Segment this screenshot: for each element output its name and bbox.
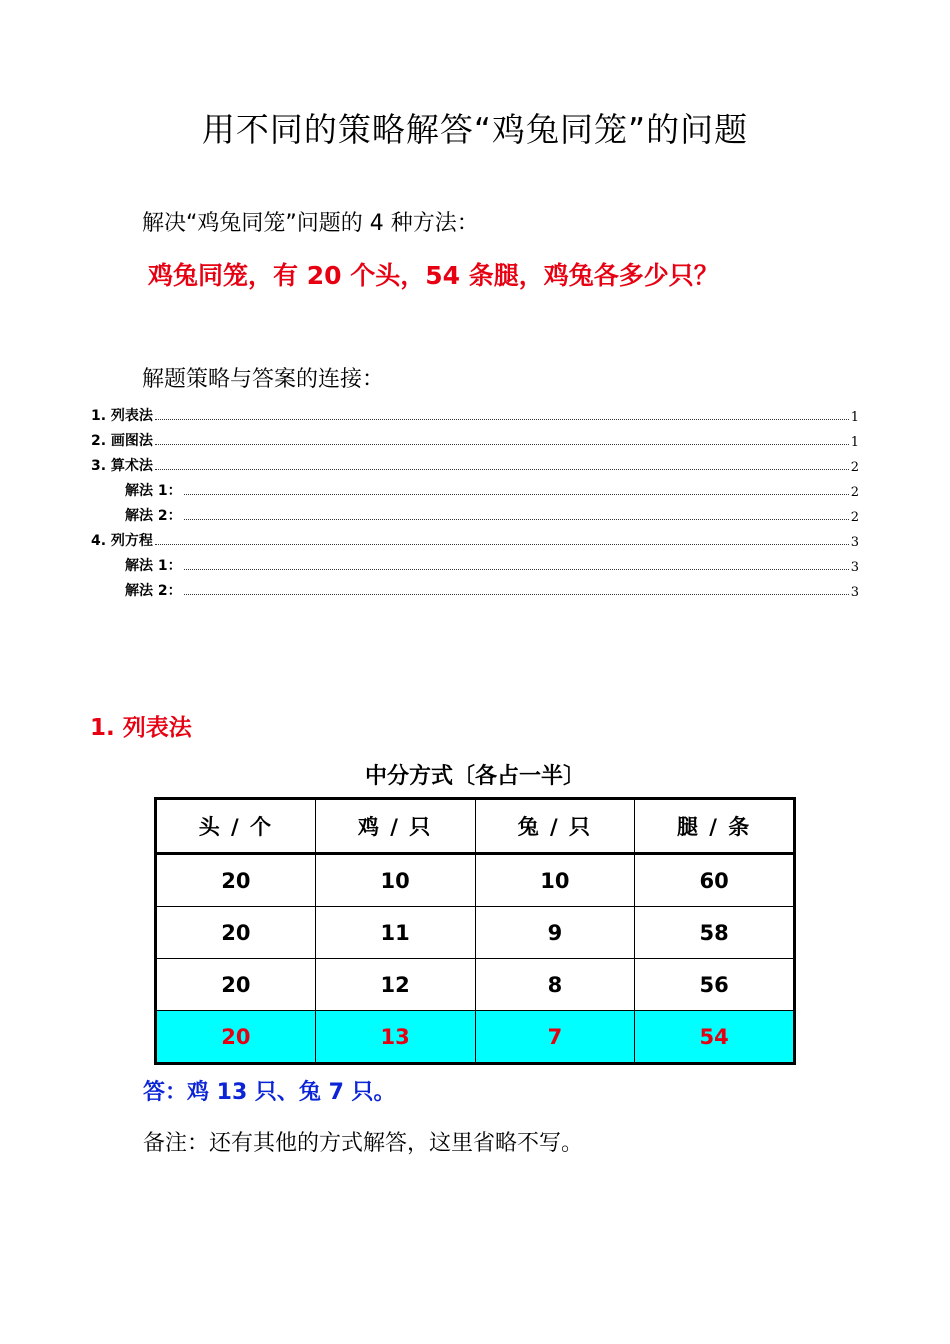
cell-chickens: 10 xyxy=(315,854,475,907)
cell-legs: 54 xyxy=(635,1011,795,1064)
toc-entry[interactable] xyxy=(91,450,859,475)
intro-text: 解决“鸡兔同笼”问题的 4 种方法： xyxy=(142,211,479,236)
document-title: 用不同的策略解答“鸡兔同笼”的问题 xyxy=(201,110,749,149)
cell-rabbits: 8 xyxy=(475,959,635,1011)
toc-entry-label: 2. 画图法 xyxy=(91,433,153,449)
toc-subentry[interactable] xyxy=(91,500,859,525)
toc-entry-label: 4. 列方程 xyxy=(91,533,153,549)
table-row xyxy=(156,854,795,907)
header-legs: 腿 / 条 xyxy=(635,799,795,854)
table-caption: 中分方式〔各占一半〕 xyxy=(364,764,585,789)
header-heads: 头 / 个 xyxy=(156,799,316,854)
cell-rabbits: 7 xyxy=(475,1011,635,1064)
toc-leader xyxy=(184,594,849,595)
answer-text: 答：鸡 13 只、兔 7 只。 xyxy=(143,1080,396,1105)
toc-leader xyxy=(184,494,849,495)
toc-entry-page: 1 xyxy=(850,435,859,450)
table-header-row xyxy=(156,799,795,854)
problem-statement: 鸡兔同笼，有 20 个头，54 条腿，鸡兔各多少只？ xyxy=(148,261,719,290)
table-row xyxy=(156,907,795,959)
cell-heads: 20 xyxy=(156,1011,316,1064)
toc-entry-page: 3 xyxy=(850,560,859,575)
toc-entry-page: 1 xyxy=(850,410,859,425)
table-row xyxy=(156,959,795,1011)
toc-entry-label: 解法 1： xyxy=(125,558,182,574)
cell-legs: 56 xyxy=(635,959,795,1011)
toc-entry-label: 解法 2： xyxy=(125,508,182,524)
cell-legs: 58 xyxy=(635,907,795,959)
toc-subentry[interactable] xyxy=(91,475,859,500)
toc-entry[interactable] xyxy=(91,525,859,550)
toc-entry-label: 1. 列表法 xyxy=(91,408,153,424)
toc-leader xyxy=(155,419,849,420)
cell-rabbits: 10 xyxy=(475,854,635,907)
toc-entry[interactable] xyxy=(91,425,859,450)
toc-entry-label: 解法 2： xyxy=(125,583,182,599)
toc-entry-page: 2 xyxy=(850,510,859,525)
cell-chickens: 12 xyxy=(315,959,475,1011)
cell-rabbits: 9 xyxy=(475,907,635,959)
table-of-contents xyxy=(91,400,859,600)
toc-leader xyxy=(184,569,849,570)
toc-subentry[interactable] xyxy=(91,550,859,575)
header-rabbits: 兔 / 只 xyxy=(475,799,635,854)
toc-entry[interactable] xyxy=(91,400,859,425)
toc-subentry[interactable] xyxy=(91,575,859,600)
cell-heads: 20 xyxy=(156,854,316,907)
note-text: 备注：还有其他的方式解答，这里省略不写。 xyxy=(143,1131,584,1156)
header-chickens: 鸡 / 只 xyxy=(315,799,475,854)
toc-entry-label: 解法 1： xyxy=(125,483,182,499)
table-row-answer xyxy=(156,1011,795,1064)
cell-heads: 20 xyxy=(156,959,316,1011)
toc-entry-page: 3 xyxy=(850,585,859,600)
toc-heading: 解题策略与答案的连接： xyxy=(142,367,385,392)
toc-leader xyxy=(155,544,849,545)
section-heading: 1. 列表法 xyxy=(90,715,192,741)
toc-entry-page: 2 xyxy=(850,485,859,500)
enumeration-table xyxy=(154,797,796,1065)
toc-leader xyxy=(155,444,849,445)
cell-chickens: 11 xyxy=(315,907,475,959)
toc-leader xyxy=(184,519,849,520)
toc-entry-page: 2 xyxy=(850,460,859,475)
cell-chickens: 13 xyxy=(315,1011,475,1064)
toc-leader xyxy=(155,469,849,470)
toc-entry-page: 3 xyxy=(850,535,859,550)
cell-heads: 20 xyxy=(156,907,316,959)
toc-entry-label: 3. 算术法 xyxy=(91,458,153,474)
cell-legs: 60 xyxy=(635,854,795,907)
